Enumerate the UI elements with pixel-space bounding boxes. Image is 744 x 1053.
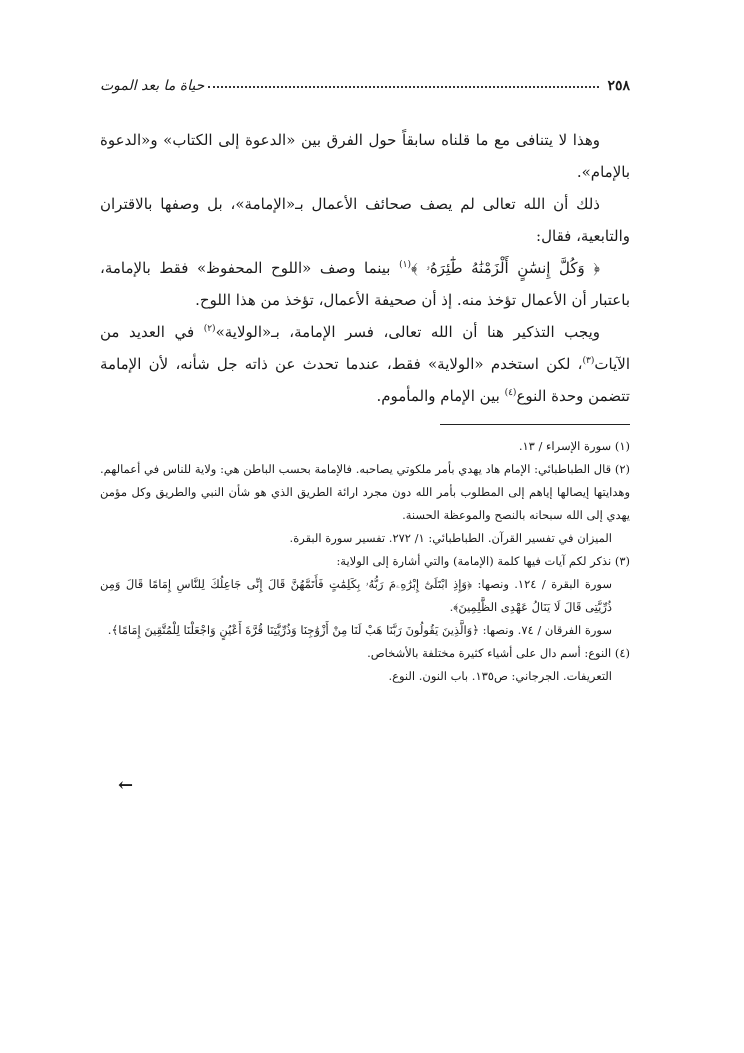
paragraph-4 xyxy=(100,316,630,412)
paragraph-3-text: بينما وصف «اللوح المحفوظ» فقط بالإمامة، باعتبار أن الأعمال تؤخذ منه. إذ أن صحيفة الأعمال، تؤخذ من هذا اللوح. xyxy=(100,259,630,309)
footnote-divider xyxy=(440,424,630,425)
footnote-3-verse-b: سورة الفرقان / ٧٤. ونصها: ﴿وَالَّذِينَ يَقُولُونَ رَبَّنَا هَبْ لَنَا مِنْ أَزْوَٰجِنَا وَذُرِّيَّٰتِنَا قُرَّةَ أَعْيُنٍ وَاجْعَلْنَا لِلْمُتَّقِينَ إِمَامًا﴾. xyxy=(107,623,612,637)
footnote-3-verse-a: سورة البقرة / ١٢٤. ونصها: ﴿وَإِذِ ابْتَلَىٰٓ إِبْرَٰهِۦمَ رَبُّهُۥ بِكَلِمَٰتٍ فَأَتَمَّهُنَّ قَالَ إِنِّى جَاعِلُكَ لِلنَّاسِ إِمَامًا قَالَ وَمِن ذُرِّيَّتِى قَالَ لَا يَنَالُ عَهْدِى الظَّٰلِمِينَ﴾. xyxy=(100,577,612,614)
footnote-3: (٣) نذكر لكم آيات فيها كلمة (الإمامة) والتي أشارة إلى الولاية: xyxy=(336,554,630,568)
continuation-arrow-icon: ← xyxy=(118,775,134,796)
paragraph-4-part-a: ويجب التذكير هنا أن الله تعالى، فسر الإمامة، بـ«الولاية» xyxy=(215,323,600,341)
footnotes xyxy=(100,435,630,688)
footnote-ref-1: (١) xyxy=(399,260,411,270)
footnote-ref-4: (٤) xyxy=(504,388,517,398)
footnote-ref-3: (٣) xyxy=(582,356,595,366)
footnote-ref-2: (٢) xyxy=(203,324,216,334)
footnote-2-source: الميزان في تفسير القرآن. الطباطبائي: ١/ ٢٧٢. تفسير سورة البقرة. xyxy=(289,531,612,545)
main-text xyxy=(100,124,630,412)
quran-verse: ﴿ وَكُلَّ إِنسَٰنٍ أَلْزَمْنَٰهُ طَٰٓئِرَهُۥ ﴾ xyxy=(410,259,600,277)
paragraph-4-part-d: بين الإمام والمأموم. xyxy=(376,387,505,405)
paragraph-2: ذلك أن الله تعالى لم يصف صحائف الأعمال بـ«الإمامة»، بل وصفها بالاقتران والتابعية، فقال: xyxy=(100,195,630,245)
page-header xyxy=(100,60,630,94)
page xyxy=(100,60,630,688)
running-title: حياة ما بعد الموت xyxy=(100,78,205,94)
paragraph-4-part-c: ، لكن استخدم «الولاية» فقط، عندما تحدث عن ذاته جل شأنه، لأن الإمامة تتضمن وحدة النوع xyxy=(100,355,630,405)
footnote-4: (٤) النوع: أسم دال على أشياء كثيرة مختلفة بالأشخاص. xyxy=(367,646,630,660)
paragraph-4-part-b: في العديد من الآيات xyxy=(100,323,630,373)
footnote-4-source: التعريفات. الجرجاني: ص١٣٥. باب النون. النوع. xyxy=(388,669,612,683)
paragraph-3 xyxy=(100,252,630,316)
footnote-2: (٢) قال الطباطبائي: الإمام هاد يهدي بأمر ملكوتي يصاحبه. فالإمامة بحسب الباطن هي: ولاية للناس في أعمالهم. وهدايتها إيصالها إياهم إلى المطلوب بأمر الله دون مجرد ارائة الطريق الذي هو شأن النبي والطريق وكل مؤمن يهدي إلى الله سبحانه بالنصح والموعظة الحسنة. xyxy=(100,462,630,522)
paragraph-1: وهذا لا يتنافى مع ما قلناه سابقاً حول الفرق بين «الدعوة إلى الكتاب» و«الدعوة بالإمام». xyxy=(100,131,630,181)
page-number: ٢٥٨ xyxy=(607,78,630,94)
header-dotted-leader xyxy=(208,86,599,88)
footnote-1: (١) سورة الإسراء / ١٣. xyxy=(518,439,630,453)
